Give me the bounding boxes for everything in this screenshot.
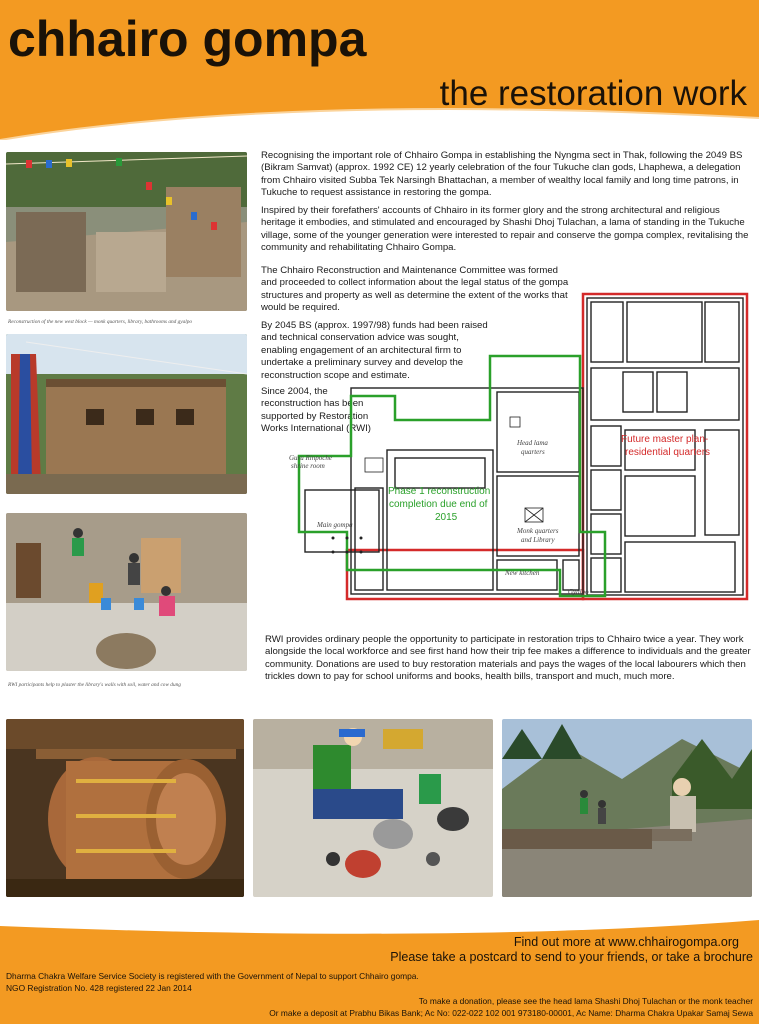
future-label-2: residential quarters	[625, 447, 711, 458]
guru-label-1: Guru Rinpoche	[289, 454, 332, 462]
photo-stone-shaping	[502, 719, 752, 897]
guru-label-2: shrine room	[291, 462, 325, 470]
intro-paragraph-4: By 2045 BS (approx. 1997/98) funds had been raised and technical conservation advice was sought, enabling engagement of an architectural firm to undertake a preliminary survey and develop the reconstruction scope and estimate.	[261, 320, 488, 381]
intro-paragraph-3: The Chhairo Reconstruction and Maintenance Committee was formed and proceeded to collect information about the legal status of the gompa structures and property as well as determine the extent of the works that would be required.	[261, 265, 569, 314]
rwi-paragraph: RWI provides ordinary people the opportunity to participate in restoration trips to Chhairo twice a year. They work alongside the local workforce and see first hand how their trip fee makes a difference to individuals and the greater community. Donations are used to buy restoration materials and pays the wages of the local labourers which then trickles down to pay for school uniforms and books, health bills, transport and much, much more.	[265, 634, 751, 683]
head-lama-label-1: Head lama	[517, 439, 548, 447]
page-title: chhairo gompa	[8, 11, 367, 67]
caption-plastering: RWI participants help to plaster the library's walls with soil, water and cow dung	[8, 682, 181, 688]
footer-banner	[0, 920, 759, 1024]
caption-west-block: Reconstruction of the new west block — monk quarters, library, bathrooms and gyalpo	[8, 319, 193, 325]
photo-prayer-wheels	[6, 719, 244, 897]
intro-paragraph-2: Inspired by their forefathers' accounts of Chhairo in its former glory and the strong architectural and religious heritage it embodies, and stimulated and encouraged by Shashi Dhoj Tulachan, a lama of standing in the Tukuche village, some of the younger generation were interested to repair and conserve the gompa complex, revitalising the community and rehabilitating Chhairo Gompa.	[261, 205, 749, 254]
footer-ngo-number: NGO Registration No. 428 registered 22 Jan 2014	[6, 983, 192, 993]
photo-paint-preparation	[253, 719, 493, 897]
footer-bank-deposit: Or make a deposit at Prabhu Bikas Bank; Ac No: 022-022 102 001 973180-00001, Ac Name: Dharma Chakra Upakar Samaj Sewa	[269, 1008, 753, 1018]
intro-paragraph-1: Recognising the important role of Chhairo Gompa in establishing the Nyngma sect in Thak, following the 2049 BS (Bikram Samvat) (approx. 1992 CE) 12 yearly celebration of the four Tukuche clan gods, Lhaphewa, a delegation from Chhairo visited Subba Tek Narsingh Bhattachan, a member of wealthy local family and long time patrons, in Tukuche to request assistance in restoring the gompa.	[261, 150, 743, 199]
phase-label-2: completion due end of	[389, 499, 488, 510]
phase-label-1: Phase 1 reconstruction	[388, 486, 491, 497]
page-subtitle: the restoration work	[439, 74, 747, 113]
floor-plan	[285, 290, 755, 610]
future-label-1: Future master plan-	[621, 434, 709, 445]
photo-west-block	[6, 152, 247, 311]
header-banner	[0, 0, 759, 140]
head-lama-label-2: quarters	[521, 448, 545, 456]
footer-donation: To make a donation, please see the head lama Shashi Dhoj Tulachan or the monk teacher	[418, 996, 753, 1006]
main-gompa-label: Main gompa	[317, 521, 353, 529]
phase-label-3: 2015	[435, 512, 458, 523]
gyalpo-label: Gyalpo	[568, 588, 589, 596]
footer-postcard: Please take a postcard to send to your friends, or take a brochure	[390, 950, 753, 964]
footer-website: Find out more at www.chhairogompa.org	[513, 935, 739, 949]
photo-gompa-exterior	[6, 334, 247, 494]
intro-paragraph-5: Since 2004, the reconstruction has been supported by Restoration Works International (RWI)	[261, 386, 372, 435]
photo-plastering	[6, 513, 247, 671]
monk-quarters-label-2: and Library	[521, 536, 555, 544]
monk-quarters-label-1: Monk quarters	[517, 527, 559, 535]
footer-registration: Dharma Chakra Welfare Service Society is registered with the Government of Nepal to support Chhairo gompa.	[6, 971, 419, 981]
kitchen-label: New kitchen	[505, 569, 540, 577]
